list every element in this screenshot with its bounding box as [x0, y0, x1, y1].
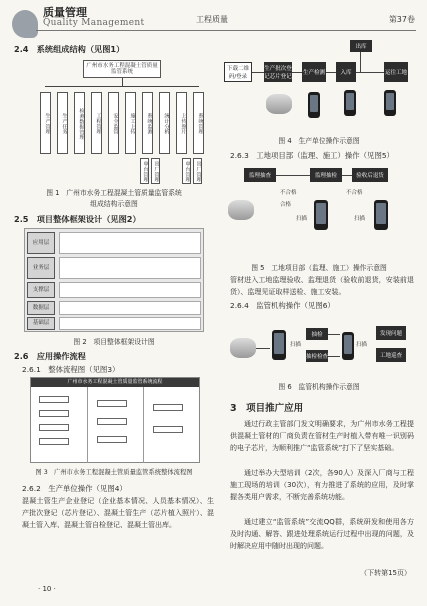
fig1-module: 检测数据管理 — [74, 92, 85, 154]
fig1-module: 统计分析 — [159, 92, 170, 154]
fig1-module: 施工上传 — [125, 92, 136, 154]
fig4-box: 出库 — [350, 40, 372, 52]
figure-2 — [24, 228, 204, 332]
fig6-box: 发现问题 — [376, 326, 406, 340]
figure-2-caption: 图 2 项目整体框架设计图 — [73, 338, 155, 346]
page-number: · 10 · — [38, 585, 56, 593]
fig6-box: 抽检 — [306, 328, 328, 340]
fig1-module: 系统管理 — [193, 92, 204, 154]
fig5-box: 验收后退货 — [352, 168, 388, 182]
figure-4-caption: 图 4 生产单位操作示意图 — [278, 137, 360, 145]
section-2-5-heading: 2.5 项目整体框架设计（见图2） — [14, 214, 141, 224]
section-2-6-3-heading: 2.6.3 工地项目部（监理、施工）操作（见图5） — [230, 151, 394, 160]
running-head: 工程质量 — [196, 15, 228, 24]
fig2-row-label: 基础层 — [27, 317, 55, 330]
fig4-box: 入库 — [336, 62, 356, 82]
fig4-box: 生产批次登记芯片登记 — [264, 62, 292, 82]
fig5-label: 合格 — [280, 202, 292, 208]
fig6-label: 扫描 — [290, 342, 302, 348]
fig1-root-box: 广州市水务工程混凝土管质量监管系统 — [83, 60, 161, 78]
pipe-image — [228, 200, 254, 220]
issue-label: 第37卷 — [388, 15, 415, 24]
paragraph-2-6-2: 混凝土管生产企业登记（企业基本情况、人员基本情况）、生产批次登记（芯片登记）、混凝土管生产（芯片植入照片）、混凝土管入库、混凝土管自检登记、混凝土管出库。 — [22, 497, 214, 530]
fig1-module: 生产管理 — [40, 92, 51, 154]
fig2-row-label: 业务层 — [27, 257, 55, 279]
paragraph-2-6-3: 管材进入工地监理验收、监理退货（验收前退货，安装前退货）、监理见证取样送检、施工安装。 — [230, 276, 414, 297]
fig6-box: 工地巡查 — [376, 348, 406, 362]
fig1-sub: 出厂管理 — [193, 158, 202, 184]
figure-1-caption: 图 1 广州市水务工程混凝土管质量监管系统 — [46, 189, 182, 197]
fig1-module: 工程管理 — [91, 92, 102, 154]
fig5-label: 不合格 — [346, 190, 363, 196]
fig1-module: 系统监测 — [142, 92, 153, 154]
paragraph-3c: 通过建立“监管系统”交流QQ群，系统研发和使用各方及时沟通、解答、跟进处理系统运行过程中出现的问题，及时解决应用中随时出现的问题。 — [230, 518, 414, 551]
paragraph-3a: 通过行政主管部门发文明确要求，为广州市水务工程提供混凝土管材的厂商负责在管材生产时植入带有唯一识别码的电子芯片，为顺利推广“监管系统”打下了坚实基础。 — [230, 420, 414, 453]
fig1-module: 上传照片 — [176, 92, 187, 154]
header-rule — [36, 30, 416, 31]
phone-image — [384, 90, 396, 116]
section-2-4-heading: 2.4 系统组成结构（见图1） — [14, 44, 125, 54]
section-3-heading: 3 项目推广应用 — [230, 403, 304, 414]
figure-5 — [224, 166, 414, 258]
fig1-sub: 单台管理 — [140, 158, 149, 184]
fig5-box: 监理抽检 — [310, 168, 342, 182]
figure-1 — [38, 60, 206, 185]
phone-image — [308, 92, 320, 118]
fig4-box: 运往工地 — [384, 62, 408, 82]
section-2-6-2-heading: 2.6.2 生产单位操作（见图4） — [22, 484, 127, 493]
fig1-sub: 出厂管理 — [151, 158, 160, 184]
fig2-row-label: 数据层 — [27, 301, 55, 315]
figure-3-caption: 图 3 广州市水务工程混凝土管质量监管系统整体流程图 — [35, 469, 193, 476]
fig2-row-label: 支撑层 — [27, 282, 55, 298]
figure-6-caption: 图 6 监管机构操作示意图 — [278, 383, 360, 391]
section-2-6-1-heading: 2.6.1 整体流程图（见图3） — [22, 365, 120, 374]
section-2-6-4-heading: 2.6.4 监管机构操作（见图6） — [230, 301, 335, 310]
phone-image — [314, 200, 328, 230]
figure-1-caption-2: 组成结构示意图 — [90, 200, 138, 208]
paragraph-3b: 通过举办大型培训（2次，各90人）及深入厂商与工程施工现场的培训（30次），有力推进了系统的应用，及时掌握各类用户需求，不断完善系统功能。 — [230, 469, 414, 502]
phone-image — [374, 200, 388, 230]
phone-image — [272, 330, 286, 360]
fig5-box: 监理抽查 — [244, 168, 276, 182]
section-2-6-heading: 2.6 应用操作流程 — [14, 351, 86, 361]
pipe-image — [230, 338, 256, 358]
figure-6 — [228, 318, 412, 376]
fig5-label: 不合格 — [280, 190, 297, 196]
continued-note: （下转第15页） — [360, 569, 411, 577]
fig4-box: 生产检测 — [302, 62, 326, 82]
fig1-module: 安全监管 — [108, 92, 119, 154]
pipe-image — [266, 94, 292, 114]
fig3-title: 广州市水务工程混凝土管质量监管系统流程 — [31, 378, 199, 387]
fig1-module: 生产任务 — [57, 92, 68, 154]
figure-5-caption: 图 5 工地项目部（监理、施工）操作示意图 — [251, 264, 387, 272]
fig4-box: 下载二维码/登录 — [224, 62, 252, 82]
fig5-label: 扫描 — [354, 216, 366, 222]
journal-subtitle: Quality Management — [43, 18, 145, 28]
fig6-label: 扫描 — [356, 342, 368, 348]
fig5-label: 扫描 — [296, 216, 308, 222]
fig2-row-label: 应用层 — [27, 232, 55, 254]
phone-image — [342, 332, 354, 360]
fig6-box: 抽检检查 — [306, 350, 328, 362]
phone-image — [344, 90, 356, 116]
figure-3 — [30, 377, 200, 463]
journal-logo — [12, 10, 38, 38]
fig1-sub: 单台管理 — [182, 158, 191, 184]
figure-4 — [224, 40, 414, 130]
journal-title: 质量管理 — [43, 6, 87, 19]
